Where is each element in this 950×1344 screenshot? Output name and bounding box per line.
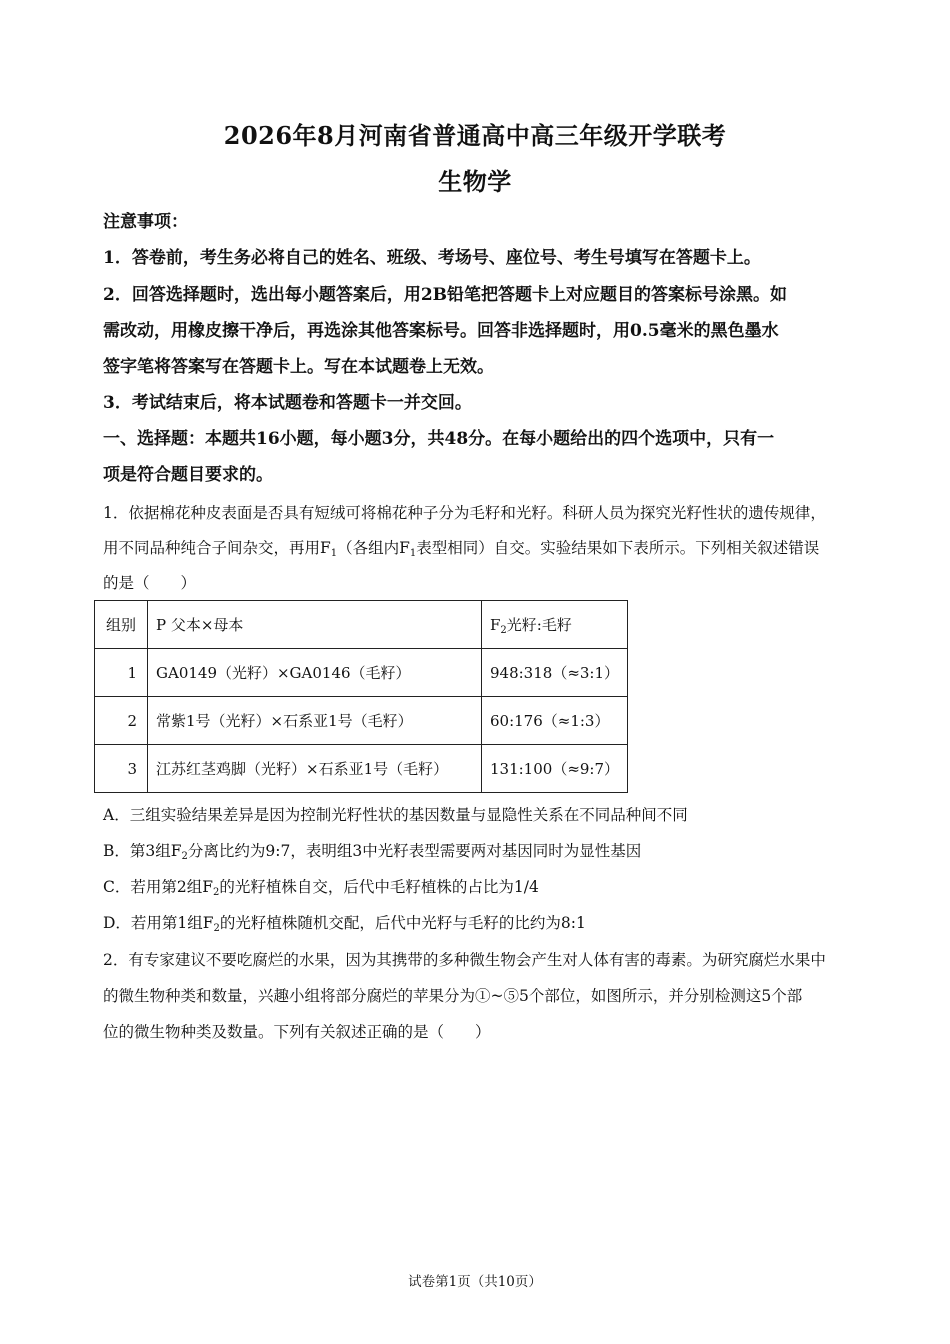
notice-item: 3．考试结束后，将本试题卷和答题卡一并交回。	[103, 393, 472, 413]
notice-heading: 注意事项：	[103, 212, 188, 232]
page-footer: 试卷第1页（共10页）	[408, 1274, 542, 1290]
table-row	[95, 697, 628, 745]
q1-option-d: D．若用第1组$F_2$的光籽植株随机交配，后代中光籽与毛籽的比约为8:1	[103, 914, 586, 934]
q1-stem: 用不同品种纯合子间杂交，再用$F_1$（各组内$F_1$表型相同）自交。实验结果如下表所示。下列相关叙述错误	[103, 539, 820, 559]
table-cell: 2	[95, 697, 148, 745]
section-heading-cont: 项是符合题目要求的。	[103, 465, 273, 485]
table-cell: 3	[95, 745, 148, 793]
table-header-cell: 组别	[95, 601, 148, 649]
notice-item: 2．回答选择题时，选出每小题答案后，用2B铅笔把答题卡上对应题目的答案标号涂黑。如	[103, 285, 788, 305]
table-cell: 60:176（≈1:3）	[482, 697, 628, 745]
table-header-row	[95, 601, 628, 649]
q2-stem: 2．有专家建议不要吃腐烂的水果，因为其携带的多种微生物会产生对人体有害的毒素。为研究腐烂水果中	[103, 951, 826, 969]
table-cell: 江苏红茎鸡脚（光籽）×石系亚1号（毛籽）	[148, 745, 482, 793]
q1-option-b: B．第3组$F_2$分离比约为9:7，表明组3中光籽表型需要两对基因同时为显性基因	[103, 842, 642, 862]
notice-item: 1．答卷前，考生务必将自己的姓名、班级、考场号、座位号、考生号填写在答题卡上。	[103, 248, 761, 268]
subject-title: 生物学	[438, 167, 512, 196]
notice-item: 需改动，用橡皮擦干净后，再选涂其他答案标号。回答非选择题时，用0.5毫米的黑色墨水	[103, 321, 779, 341]
exam-title: 2026年8月河南省普通高中高三年级开学联考	[223, 121, 727, 150]
table-cell: 1	[95, 649, 148, 697]
table-header-cell: $F_2$光籽:毛籽	[482, 601, 628, 649]
table-cell: 131:100（≈9:7）	[482, 745, 628, 793]
table-cell: 948:318（≈3:1）	[482, 649, 628, 697]
q2-stem: 的微生物种类和数量，兴趣小组将部分腐烂的苹果分为①~⑤5个部位，如图所示，并分别检测这5个部	[103, 987, 803, 1005]
table-cell: GA0149（光籽）×GA0146（毛籽）	[148, 649, 482, 697]
q1-stem: 1．依据棉花种皮表面是否具有短绒可将棉花种子分为毛籽和光籽。科研人员为探究光籽性状的遗传规律，	[103, 504, 826, 522]
q1-option-c: C．若用第2组$F_2$的光籽植株自交，后代中毛籽植株的占比为1/4	[103, 878, 539, 898]
table-row	[95, 745, 628, 793]
table-cell: 常紫1号（光籽）×石系亚1号（毛籽）	[148, 697, 482, 745]
section-heading: 一、选择题：本题共16小题，每小题3分，共48分。在每小题给出的四个选项中，只有一	[103, 429, 775, 449]
q1-table	[94, 600, 628, 793]
q2-stem: 位的微生物种类及数量。下列有关叙述正确的是（ ）	[103, 1023, 491, 1041]
notice-item: 签字笔将答案写在答题卡上。写在本试题卷上无效。	[103, 357, 494, 377]
q1-stem: 的是（ ）	[103, 574, 197, 592]
q1-option-a: A．三组实验结果差异是因为控制光籽性状的基因数量与显隐性关系在不同品种间不同	[103, 806, 688, 824]
table-header-cell: P 父本×母本	[148, 601, 482, 649]
table-row	[95, 649, 628, 697]
